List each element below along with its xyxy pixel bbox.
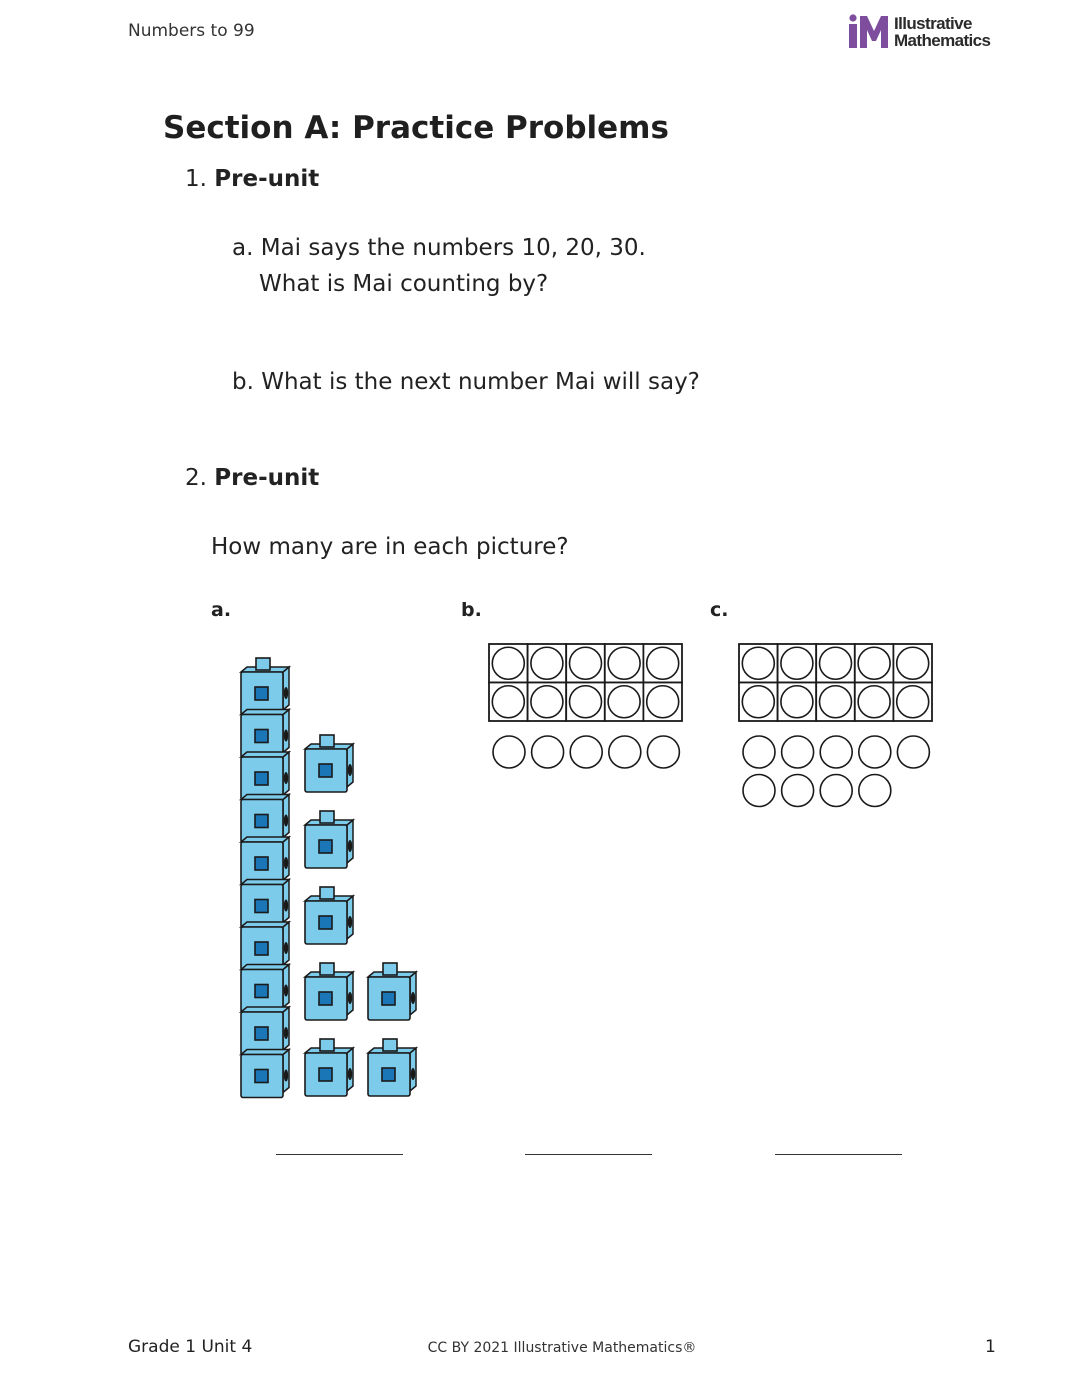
loose-counter (743, 736, 775, 768)
loose-counter (647, 736, 679, 768)
picture-label-b: b. (461, 599, 482, 621)
ten-frame (739, 644, 932, 721)
part-text-line: What is Mai counting by? (259, 271, 549, 297)
footer-grade-unit: Grade 1 Unit 4 (128, 1337, 253, 1357)
tower-cube (241, 965, 289, 1013)
answer-line-c[interactable] (775, 1154, 902, 1155)
loose-counter (782, 736, 814, 768)
loose-counter (570, 736, 602, 768)
problem-tag: Pre-unit (214, 166, 320, 192)
tower-cube (241, 1007, 289, 1055)
tower-cube (241, 658, 289, 715)
ten-frame (489, 644, 682, 721)
problem-2-prompt: How many are in each picture? (211, 534, 569, 560)
part-label: a. (232, 235, 254, 261)
part-text-line: Mai says the numbers 10, 20, 30. (260, 235, 646, 261)
single-cube (305, 811, 353, 868)
single-cube (368, 963, 416, 1020)
loose-counter (609, 736, 641, 768)
part-text-line: What is the next number Mai will say? (261, 369, 700, 395)
loose-counter (820, 775, 852, 807)
tower-cube (241, 752, 289, 800)
tower-cube (241, 1050, 289, 1098)
tower-cube (241, 880, 289, 928)
loose-counter (859, 775, 891, 807)
picture-label-a: a. (211, 599, 232, 621)
loose-counter (859, 736, 891, 768)
single-cube (305, 963, 353, 1020)
footer-license: CC BY 2021 Illustrative Mathematics® (427, 1340, 697, 1356)
tower-cube (241, 837, 289, 885)
loose-counter (743, 775, 775, 807)
tower-cube (241, 710, 289, 758)
problem-number: 2. (185, 465, 207, 491)
single-cube (305, 735, 353, 792)
loose-counter (897, 736, 929, 768)
answer-line-a[interactable] (276, 1154, 403, 1155)
problem-tag: Pre-unit (214, 465, 320, 491)
answer-line-b[interactable] (525, 1154, 652, 1155)
brand-line-1: Illustrative (894, 14, 972, 33)
single-cube (368, 1039, 416, 1096)
loose-counter (493, 736, 525, 768)
single-cube (305, 887, 353, 944)
problem-number: 1. (185, 166, 207, 192)
part-label: b. (232, 369, 254, 395)
section-title: Section A: Practice Problems (163, 110, 669, 146)
tower-cube (241, 922, 289, 970)
loose-counter (782, 775, 814, 807)
unit-title: Numbers to 99 (128, 21, 255, 41)
single-cube (305, 1039, 353, 1096)
loose-counter (532, 736, 564, 768)
tower-cube (241, 795, 289, 843)
loose-counter (820, 736, 852, 768)
brand-line-2: Mathematics (894, 31, 991, 50)
picture-label-c: c. (710, 599, 729, 621)
page-number: 1 (985, 1337, 996, 1357)
